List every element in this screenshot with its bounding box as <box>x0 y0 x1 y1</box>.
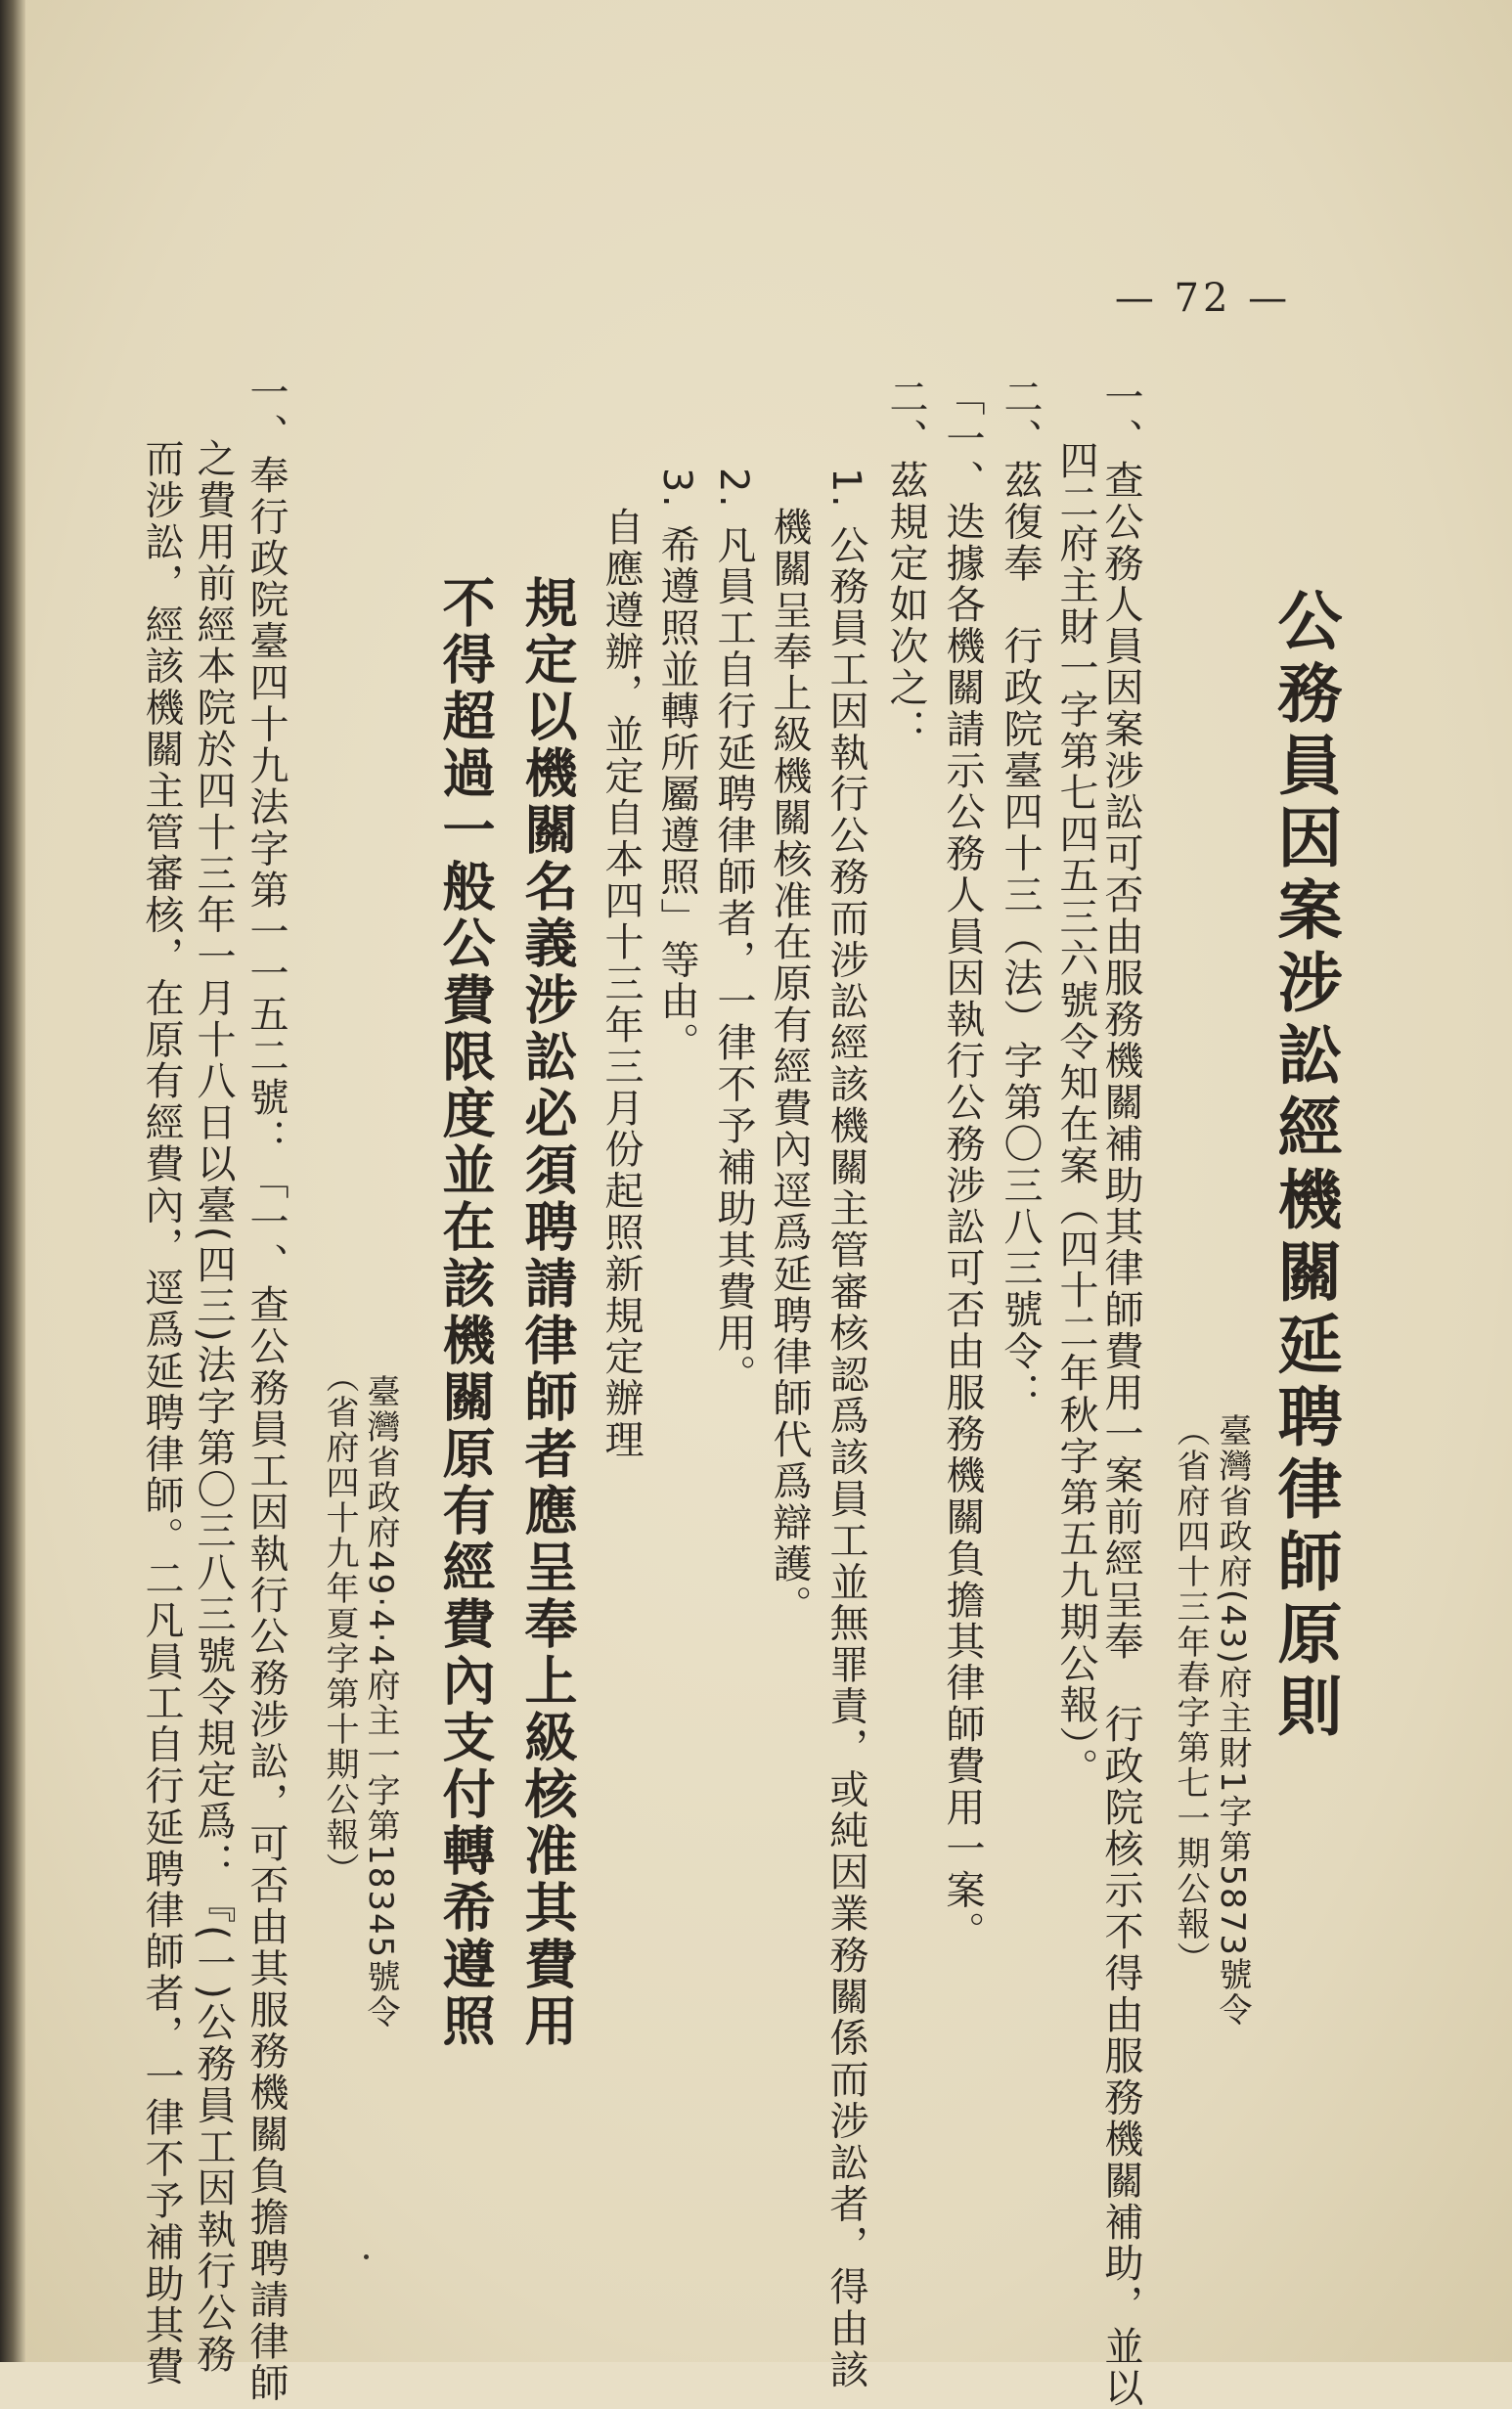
ink-speck <box>364 2254 369 2259</box>
doc2-title-line-2: 不得超過一般公費限度並在該機關原有經費內支付轉希遵照 <box>434 575 496 2050</box>
doc1-line-3: 二、茲復奉 行政院臺四十三（法）字第〇三八三號令： <box>998 377 1043 1413</box>
doc1-source-line-2: （省府四十三年春字第七一期公報） <box>1171 1413 1210 1977</box>
doc2-line-1: 一、奉行政院臺四十九法字第一一五二號：「一、查公務員工因執行公務涉訟，可否由其服務機關負擔聘請律師 <box>244 372 289 2404</box>
page-number: — 72 — <box>1114 276 1292 321</box>
doc1-line-9: 3. 希遵照並轉所屬遵照」等由。 <box>654 468 699 1064</box>
doc1-line-4: 「一、迭據各機關請示公務人員因執行公務涉訟可否由服務機關負擔其律師費用一案。 <box>940 377 985 1953</box>
doc1-line-1: 一、查公務人員因案涉訟可否由服務機關補助其律師費用一案前經呈奉 行政院核示不得由服務機關補助，並以 <box>1098 377 1143 2409</box>
doc1-title: 公務員因案涉訟經機關延聘律師原則 <box>1267 587 1342 1745</box>
book-spine-shadow <box>0 0 25 2362</box>
doc1-line-2: 四二府主財一字第七四五三六號令知在案（四十二年秋字第五九期公報）。 <box>1053 440 1098 1790</box>
doc1-line-5: 二、茲規定如次之： <box>883 377 928 750</box>
doc2-source-line-1: 臺灣省政府49‧4‧4府主一字第18345號令 <box>361 1374 400 2030</box>
doc1-line-10: 自應遵辦，並定自本四十三年三月份起照新規定辦理 <box>599 507 644 1461</box>
doc2-line-3: 而涉訟，經該機關主管審核，在原有經費內，逕爲延聘律師。二凡員工自行延聘律師者，一律不予補助其費 <box>139 438 184 2387</box>
doc1-line-8: 2. 凡員工自行延聘律師者，一律不予補助其費用。 <box>711 468 756 1396</box>
doc1-line-6: 1. 公務員工因執行公務而涉訟經該機關主管審核認爲該員工並無罪責，或純因業務關係而涉訟者，得由該 <box>823 468 868 2391</box>
doc2-title-line-1: 規定以機關名義涉訟必須聘請律師者應呈奉上級核准其費用 <box>516 575 578 2050</box>
doc1-source-line-1: 臺灣省政府(43)府主財1字第5873號令 <box>1213 1413 1252 2028</box>
doc2-source-line-2: （省府四十九年夏字第十期公報） <box>320 1360 359 1888</box>
doc2-line-2: 之費用前經本院於四十三年一月十八日以臺(四三)法字第〇三八三號令規定爲：『(一)公務員工因執行公務 <box>191 438 236 2376</box>
doc1-line-7: 機關呈奉上級機關核准在原有經費內逕爲延聘律師代爲辯護。 <box>767 507 812 1627</box>
